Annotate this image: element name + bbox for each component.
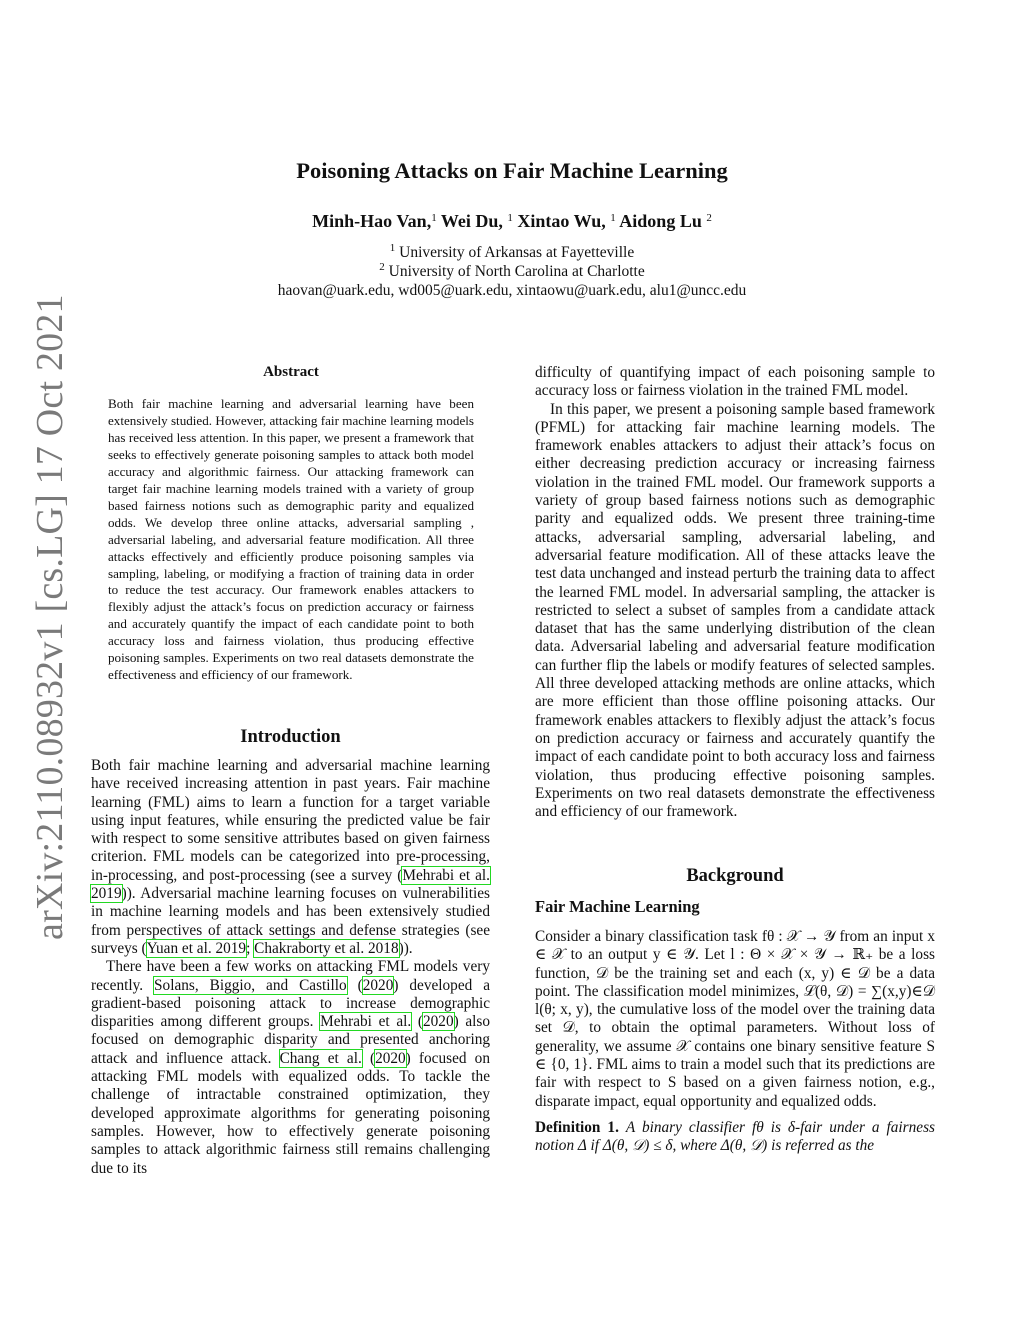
text-run: ( (411, 1013, 423, 1031)
text-run: ( (346, 976, 363, 994)
definition-label: Definition 1. (535, 1118, 619, 1136)
author-emails: haovan@uark.edu, wd005@uark.edu, xintaowu@uark.edu, alu1@uncc.edu (277, 282, 747, 299)
text-run: ; (246, 939, 255, 957)
text-run: ) developed a gradient-based poisoning attack to increase demographic disparities among different groups. (91, 976, 490, 1031)
author-affiliation-mark: 2 (706, 212, 712, 224)
arxiv-identifier: arXiv:2110.08932v1 [cs.LG] 17 Oct 2021 (29, 294, 71, 940)
citation-link[interactable]: 2020 (362, 976, 394, 994)
citation-link[interactable]: Solans, Biggio, and Castillo (154, 976, 347, 994)
affiliation-line (0, 244, 1024, 262)
introduction-heading: Introduction (240, 727, 341, 747)
paragraph: Consider a binary classification task fθ : 𝒳 → 𝒴 from an input x ∈ 𝒳 to an output y ∈ 𝒴. Let l : Θ × 𝒳 × 𝒴 → ℝ₊ be a loss function, 𝒟 be the training set and each (x, y) ∈ 𝒟 be a data point. The classification model minimizes, ℒ(θ, 𝒟) = ∑(x,y)∈𝒟 l(θ; x, y), the cumulative loss of the model over the training data set 𝒟, to obtain the optimal parameters. Without loss of generality, we assume 𝒳 contains one binary sensitive feature S ∈ {0, 1}. FML aims to train a model such that its predictions are fair with respect to S based on a given fairness notion, e.g., disparate impact, equal opportunity and equalized odds. (535, 928, 935, 1110)
paper-title: Poisoning Attacks on Fair Machine Learning (296, 158, 728, 183)
citation-link[interactable]: 2020 (375, 1049, 406, 1067)
author-affiliation-mark: 1 (610, 212, 616, 224)
affiliation-name: University of North Carolina at Charlotte (388, 263, 645, 280)
author-name: Minh-Hao Van, (312, 211, 432, 231)
paragraph (91, 958, 490, 1178)
fair-ml-subheading: Fair Machine Learning (535, 897, 700, 916)
author-name: Aidong Lu (619, 211, 702, 231)
author-list (0, 211, 1024, 232)
text-run: There have been a few works on attacking FML models very recently. (91, 958, 490, 994)
citation-link[interactable]: 2020 (423, 1013, 454, 1031)
background-body (535, 928, 935, 1156)
author-name: Xintao Wu, (517, 211, 606, 231)
text-run: )). (398, 939, 413, 957)
paragraph (91, 757, 490, 958)
affiliation-name: University of Arkansas at Fayetteville (399, 244, 635, 261)
background-heading: Background (686, 866, 784, 886)
affiliation-line (0, 263, 1024, 281)
definition (535, 1119, 935, 1156)
text-run: ( (361, 1049, 376, 1067)
author-affiliation-mark: 1 (431, 212, 437, 224)
citation-link[interactable]: Chakraborty et al. 2018 (254, 939, 399, 957)
affiliation-mark: 1 (389, 242, 396, 254)
text-run: Both fair machine learning and adversarial machine learning have received increasing attention in past years. Fair machine learning (FML) aims to learn a function for a target variable using input features, while ensuring the predicted value be fair with respect to some sensitive attributes based on given fairness criterion. FML models can be categorized into pre-processing, in-processing, and post-processing (see a survey ( (91, 757, 490, 884)
citation-link[interactable]: Mehrabi et al. 2019 (91, 866, 490, 903)
text-run: ) also focused on demographic disparity and presented anchoring attack and influence attack. (91, 1013, 491, 1067)
author-name: Wei Du, (440, 211, 503, 231)
paragraph: difficulty of quantifying impact of each poisoning sample to accuracy loss or fairness violation in the trained FML model. (535, 364, 935, 400)
author-affiliation-mark: 1 (507, 212, 513, 224)
definition-text: A binary classifier fθ is δ-fair under a fairness notion Δ if Δ(θ, 𝒟) ≤ δ, where Δ(θ, 𝒟) is referred as the (535, 1118, 935, 1155)
paragraph: In this paper, we present a poisoning sample based framework (PFML) for attacking fair machine learning models. The framework enables attackers to adjust their attack’s focus on either decreasing prediction accuracy or increasing fairness violation in the trained FML model. Our framework supports a variety of group based fairness notions such as demographic parity and equalized odds. We present three training-time attacks, adversarial sampling, adversarial labeling, and adversarial feature modification. All of these attacks leave the test data unchanged and instead perturb the training data to affect the learned FML model. In adversarial sampling, the attacker is restricted to select a subset of samples from a candidate attack dataset that has the same underlying distribution of the clean data. Adversarial labeling and adversarial feature modification can further flip the labels or modify features of selected samples. All three developed attacking methods are online attacks, which are more efficient than those offline poisoning attacks. Our framework enables attackers to flexibly adjust the attack’s focus on prediction accuracy or fairness and accurately quantify the impact of each candidate point to both accuracy loss and fairness violation, thus producing effective poisoning samples. Experiments on two real datasets demonstrate the effectiveness and efficiency of our framework. (535, 400, 935, 821)
text-run: )). Adversarial machine learning focuses on vulnerabilities in machine learning models and has been extensively studied from perspectives of attack settings and defense strategies (see surveys ( (91, 885, 490, 957)
abstract-text: Both fair machine learning and adversarial learning have been extensively studied. However, attacking fair machine learning models has received less attention. In this paper, we present a framework that seeks to effectively generate poisoning samples to attack both model accuracy and algorithmic fairness. Our attacking framework can target fair machine learning models trained with a variety of group based fairness notions such as demographic parity and equalized odds. We develop three online attacks, adversarial sampling , adversarial labeling, and adversarial feature modification. All three attacks effectively and efficiently produce poisoning samples via sampling, labeling, or modifying a fraction of training data in order to reduce the test accuracy. Our framework enables attackers to flexibly adjust the attack’s focus on prediction accuracy or fairness and accurately quantify the impact of each candidate point to both accuracy loss and fairness violation, thus producing effective poisoning samples. Experiments on two real datasets demonstrate the effectiveness and efficiency of our framework. (108, 396, 474, 683)
introduction-continued (535, 364, 935, 821)
citation-link[interactable]: Yuan et al. 2019 (146, 939, 247, 957)
citation-link[interactable]: Mehrabi et al. (320, 1013, 412, 1031)
abstract-heading: Abstract (263, 364, 319, 380)
text-run: ) focused on attacking FML models with equalized odds. To tackle the challenge of intractable constrained optimization, they developed approximate algorithms for generating poisoning samples. However, how to effectively generate poisoning samples to attack algorithmic fairness still remains challenging due to its (91, 1049, 490, 1177)
citation-link[interactable]: Chang et al. (279, 1049, 362, 1067)
introduction-body (91, 757, 490, 1178)
affiliation-mark: 2 (379, 261, 385, 273)
